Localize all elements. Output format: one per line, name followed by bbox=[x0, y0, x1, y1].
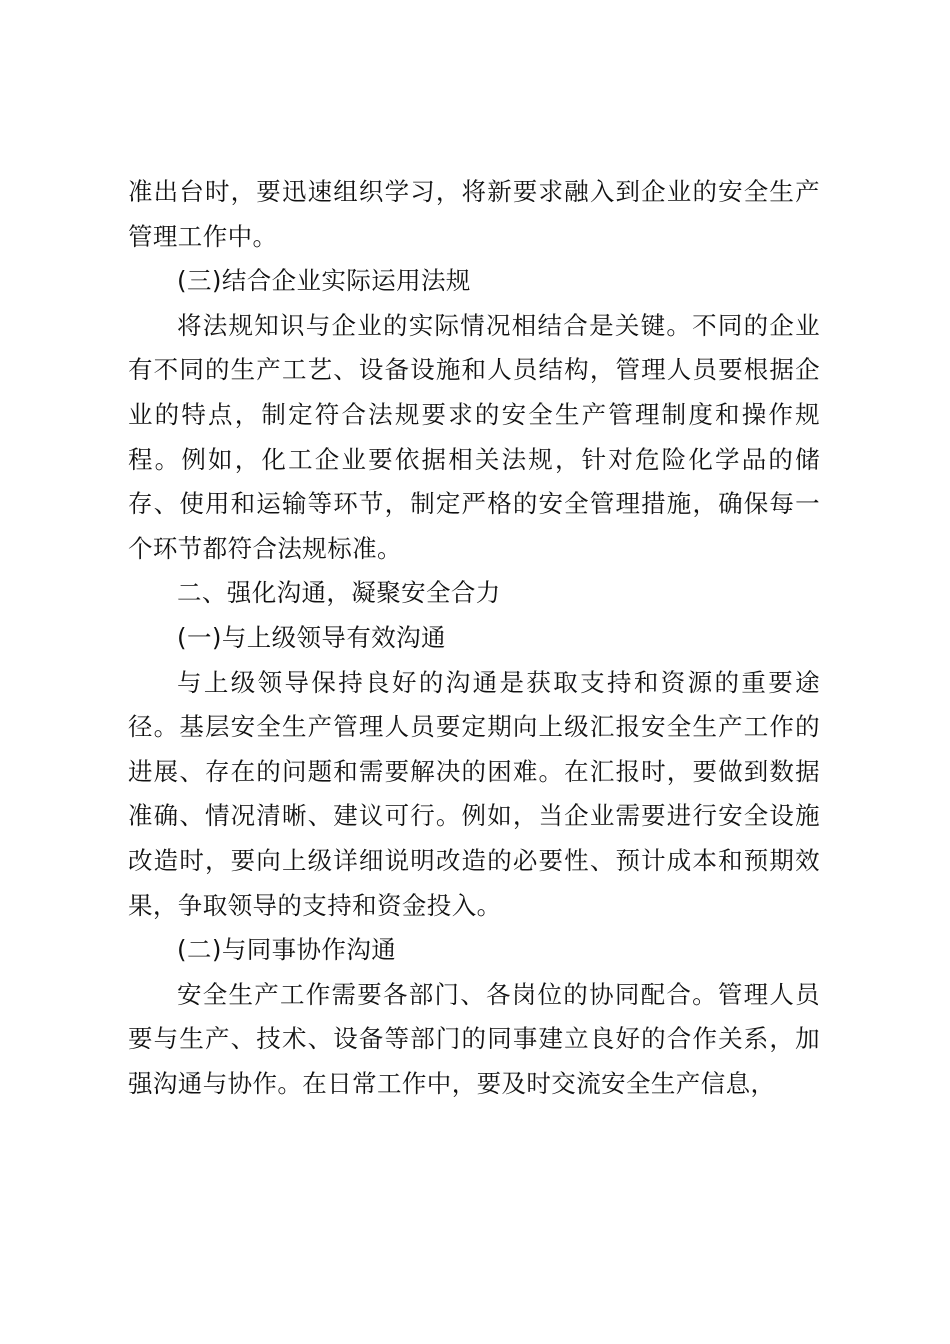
section-heading-2: 二、强化沟通，凝聚安全合力 bbox=[177, 578, 501, 608]
paragraph-colleague-communication: 安全生产工作需要各部门、各岗位的协同配合。管理人员要与生产、技术、设备等部门的同事建立良好的合作关系，加强沟通与协作。在日常工作中，要及时交流安全生产信息， bbox=[128, 979, 820, 1098]
paragraph-leader-communication: 与上级领导保持良好的沟通是获取支持和资源的重要途径。基层安全生产管理人员要定期向上级汇报安全生产工作的进展、存在的问题和需要解决的困难。在汇报时，要做到数据准确、情况清晰、建议可行。例如，当企业需要进行安全设施改造时，要向上级详细说明改造的必要性、预计成本和预期效果，争取领导的支持和资金投入。 bbox=[128, 667, 820, 920]
paragraph-continuation: 准出台时，要迅速组织学习，将新要求融入到企业的安全生产管理工作中。 bbox=[128, 177, 820, 251]
subsection-heading-2: (二)与同事协作沟通 bbox=[177, 935, 397, 965]
subsection-heading-1: (一)与上级领导有效沟通 bbox=[177, 622, 446, 652]
subsection-heading-3: (三)结合企业实际运用法规 bbox=[177, 266, 471, 296]
document-body bbox=[128, 170, 820, 1106]
paragraph-apply-regulations: 将法规知识与企业的实际情况相结合是关键。不同的企业有不同的生产工艺、设备设施和人员结构，管理人员要根据企业的特点，制定符合法规要求的安全生产管理制度和操作规程。例如，化工企业要依据相关法规，针对危险化学品的储存、使用和运输等环节，制定严格的安全管理措施，确保每一个环节都符合法规标准。 bbox=[128, 310, 820, 563]
